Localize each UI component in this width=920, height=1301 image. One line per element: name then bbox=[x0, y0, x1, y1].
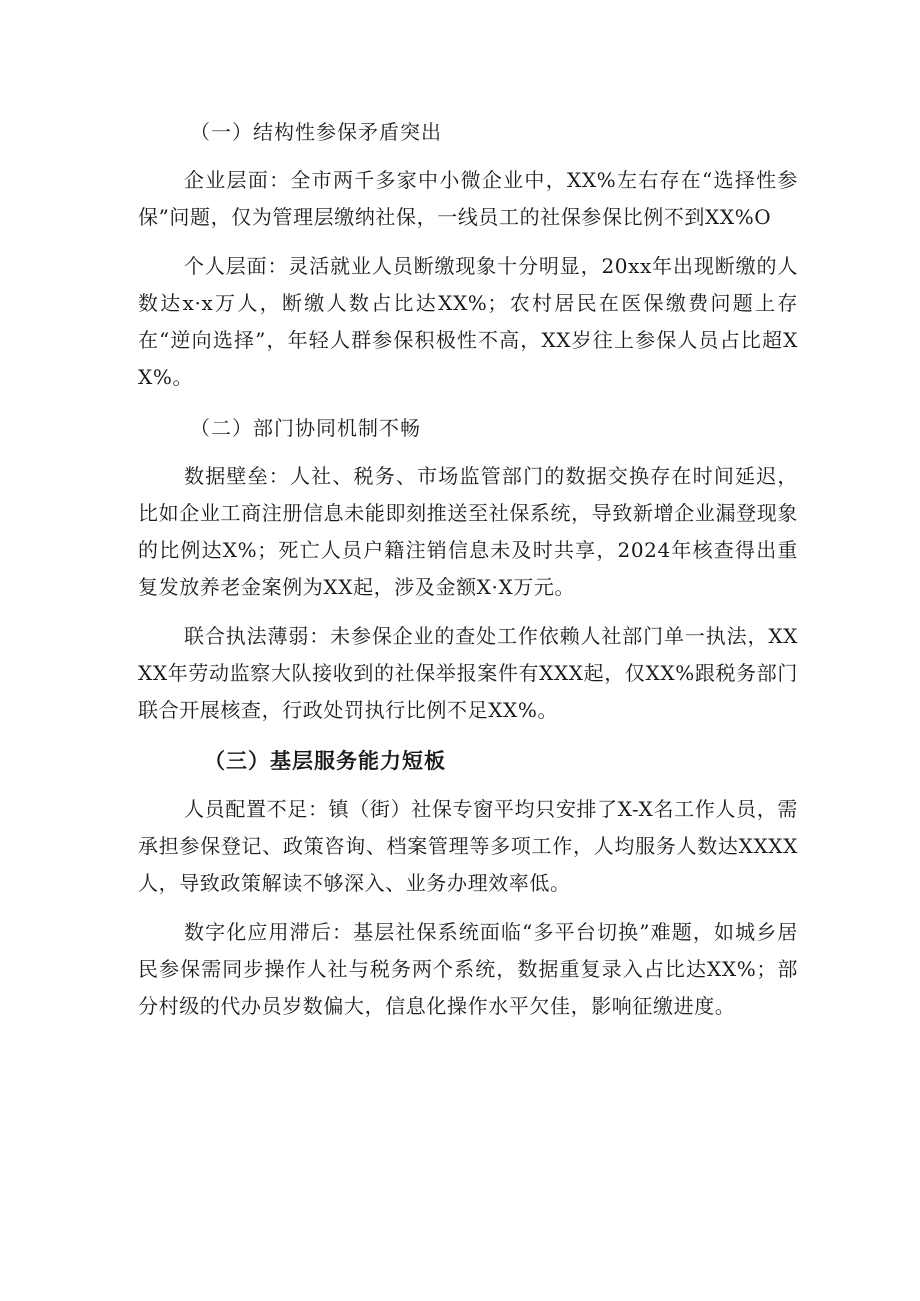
document-page bbox=[138, 112, 798, 1037]
paragraph-enterprise-level: 企业层面：全市两千多家中小微企业中，XX%左右存在“选择性参保”问题，仅为管理层缴纳社保，一线员工的社保参保比例不到XX%O bbox=[138, 168, 798, 229]
paragraph-digital: 数字化应用滞后：基层社保系统面临“多平台切换”难题，如城乡居民参保需同步操作人社与税务两个系统，数据重复录入占比达XX%；部分村级的代办员岁数偏大，信息化操作水平欠佳，影响征缴进度。 bbox=[138, 920, 798, 1018]
section-heading-structural: （一）结构性参保矛盾突出 bbox=[190, 120, 442, 144]
section-heading-coordination: （二）部门协同机制不畅 bbox=[190, 416, 421, 440]
paragraph-data-barrier: 数据壁垒：人社、税务、市场监管部门的数据交换存在时间延迟，比如企业工商注册信息未能即刻推送至社保系统，导致新增企业漏登现象的比例达X%；死亡人员户籍注销信息未及时共享，2024年核查得出重复发放养老金案例为XX起，涉及金额X·X万元。 bbox=[138, 464, 798, 599]
paragraph-joint-enforcement: 联合执法薄弱：未参保企业的查处工作依赖人社部门单一执法，XXXX年劳动监察大队接收到的社保举报案件有XXX起，仅XX%跟税务部门联合开展核查，行政处罚执行比例不足XX%。 bbox=[138, 624, 798, 722]
paragraph-individual-level: 个人层面：灵活就业人员断缴现象十分明显，20xx年出现断缴的人数达x·x万人，断缴人数占比达XX%；农村居民在医保缴费问题上存在“逆向选择”，年轻人群参保积极性不高，XX岁往上参保人员占比超XX%。 bbox=[138, 254, 798, 389]
section-heading-grassroots: （三）基层服务能力短板 bbox=[204, 748, 446, 773]
paragraph-staffing: 人员配置不足：镇（街）社保专窗平均只安排了X-X名工作人员，需承担参保登记、政策咨询、档案管理等多项工作，人均服务人数达XXXX人，导致政策解读不够深入、业务办理效率低。 bbox=[138, 797, 798, 895]
